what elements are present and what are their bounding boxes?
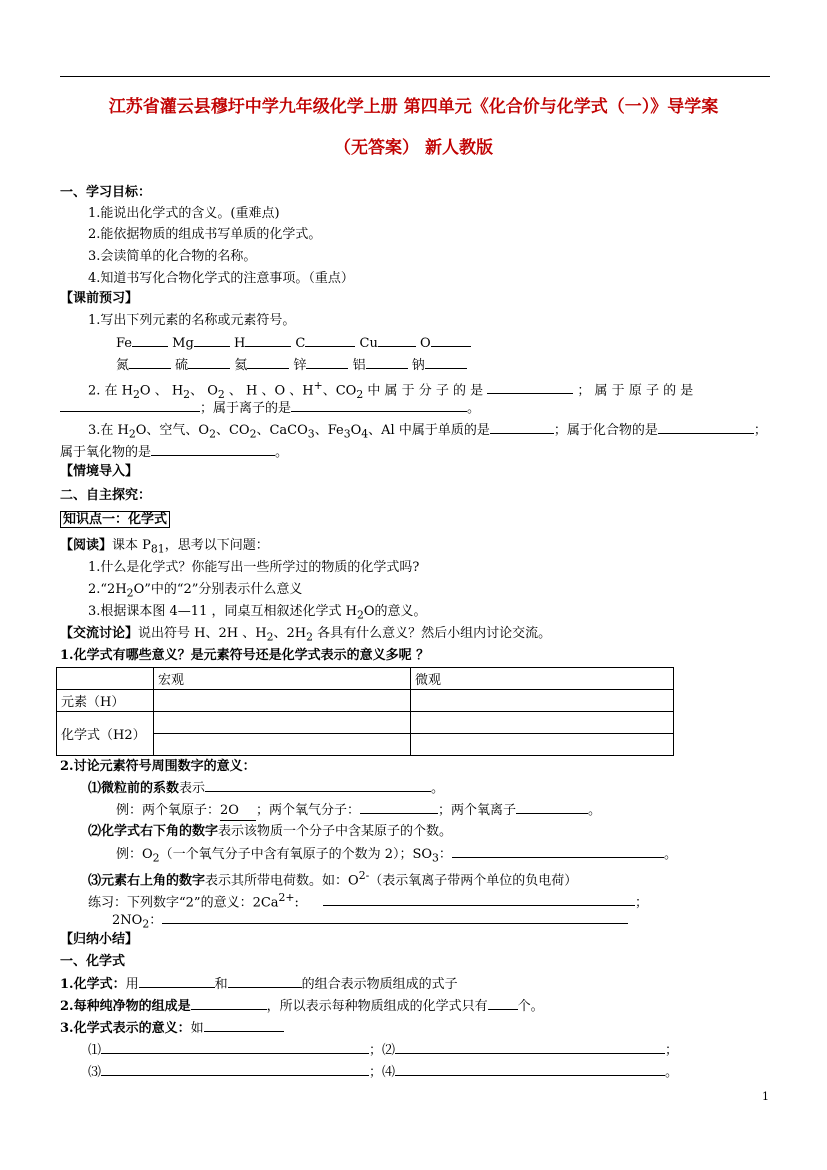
table-cell[interactable] bbox=[411, 690, 674, 712]
table-row bbox=[57, 668, 674, 690]
table-row bbox=[57, 712, 674, 734]
table-cell[interactable] bbox=[154, 734, 411, 756]
question-numbers: 2.讨论元素符号周围数字的意义： bbox=[60, 759, 256, 774]
preview-question-3-cont: 属于氧化物的是 。 bbox=[60, 445, 289, 460]
explore-heading: 二、自主探究： bbox=[60, 488, 152, 503]
reading-item: 3.根据课本图 4—11 ，同桌互相叙述化学式 $H_2O$的意义。 bbox=[88, 604, 427, 622]
element-row-2: 氮 硫 氦 锌 铝 钠 bbox=[116, 356, 467, 375]
page-subtitle: （无答案） 新人教版 bbox=[334, 138, 493, 158]
summary-line-1: 1.化学式：用 和 的组合表示物质组成的式子 bbox=[60, 977, 458, 992]
header-rule bbox=[60, 76, 770, 77]
preview-heading: 【课前预习】 bbox=[60, 291, 139, 306]
preview-question-3: 3.在 $H_2O$、空气、$O_2$、$CO_2$、CaCO$_3$、$Fe_3O_4$、Al 中属于单质的是 ；属于化合物的是 ； bbox=[88, 423, 767, 441]
summary-meaning-row-2: ⑶ ；⑷ 。 bbox=[88, 1065, 679, 1080]
table-header-cell: 宏观 bbox=[154, 668, 411, 690]
summary-section: 一、化学式 bbox=[60, 954, 126, 969]
meaning-table bbox=[56, 667, 674, 756]
row-label-element: 元素（H） bbox=[57, 690, 154, 712]
goals-heading: 一、学习目标： bbox=[60, 185, 152, 200]
reading-item: 1.什么是化学式？你能写出一些所学过的物质的化学式吗? bbox=[88, 560, 420, 575]
example-1: 例：两个氧原子：2O ；两个氧气分子： ；两个氧离子 。 bbox=[116, 801, 601, 821]
knowledge-point-1: 知识点一：化学式 bbox=[60, 511, 170, 529]
reading-item: $2.“2H_2O$”中的“2”分别表示什么意义 bbox=[88, 582, 303, 600]
question-meaning: 1.化学式有哪些意义？是元素符号还是化学式表示的意义多呢 ？ bbox=[60, 648, 430, 663]
preview-question-1: 1.写出下列元素的名称或元素符号。 bbox=[88, 313, 296, 328]
table-cell[interactable] bbox=[154, 712, 411, 734]
reading-task: 【阅读】课本 $P_{81}$，思考以下问题： bbox=[60, 538, 269, 556]
summary-meaning-row-1: ⑴ ；⑵ ； bbox=[88, 1043, 679, 1058]
preview-question-2-cont: ；属于离子的是 。 bbox=[60, 399, 480, 418]
preview-question-2: 2. 在 $H_2O$ 、 $H_2$、 $O_2$ 、 H 、O 、H+、$CO_2$ 中 属 于 分 子 的 是 ； 属 于 原 子 的 是 bbox=[88, 379, 694, 401]
page-title: 江苏省灌云县穆圩中学九年级化学上册 第四单元《化合价与化学式（一）》导学案 bbox=[108, 97, 719, 117]
element-row-1: Fe Mg H C Cu O bbox=[116, 334, 471, 353]
point-coefficient: ⑴微粒前的系数表示 。 bbox=[88, 781, 445, 796]
goal-item: 3.会读简单的化合物的名称。 bbox=[88, 249, 257, 264]
page-number: 1 bbox=[762, 1090, 769, 1103]
summary-line-3: 3.化学式表示的意义：如 bbox=[60, 1019, 284, 1038]
point-superscript: ⑶元素右上角的数字表示其所带电荷数。如：$O^{2-}$（表示氧离子带两个单位的负电荷） bbox=[88, 869, 578, 889]
goal-item: 4.知道书写化合物化学式的注意事项。（重点） bbox=[88, 271, 354, 286]
example-2: 例：$O_2$（一个氧气分子中含有氧原子的个数为 2）；$SO_3$： 。 bbox=[116, 847, 677, 865]
table-row bbox=[57, 690, 674, 712]
row-label-formula: 化学式（H2） bbox=[57, 712, 154, 756]
table-cell[interactable] bbox=[411, 712, 674, 734]
situation-heading: 【情境导入】 bbox=[60, 464, 139, 479]
point-subscript: ⑵化学式右下角的数字表示该物质一个分子中含某原子的个数。 bbox=[88, 824, 453, 839]
practice-2: $2NO_2$： bbox=[112, 911, 628, 934]
table-cell[interactable] bbox=[154, 690, 411, 712]
table-header-cell: 微观 bbox=[411, 668, 674, 690]
table-cell[interactable] bbox=[411, 734, 674, 756]
table-header-cell bbox=[57, 668, 154, 690]
discussion-task: 【交流讨论】说出符号 H、2H 、$H_2$、$2H_2$ 各具有什么意义？然后小组内讨论交流。 bbox=[60, 626, 552, 644]
goal-item: 1.能说出化学式的含义。(重难点) bbox=[88, 206, 280, 221]
goal-item: 2.能依据物质的组成书写单质的化学式。 bbox=[88, 227, 322, 242]
practice-1: 练习：下列数字“2”的意义：$2Ca^{2+}$: ； bbox=[88, 891, 649, 911]
summary-heading: 【归纳小结】 bbox=[60, 932, 139, 947]
summary-line-2: 2.每种纯净物的组成是 ，所以表示每种物质组成的化学式只有 个。 bbox=[60, 999, 544, 1014]
